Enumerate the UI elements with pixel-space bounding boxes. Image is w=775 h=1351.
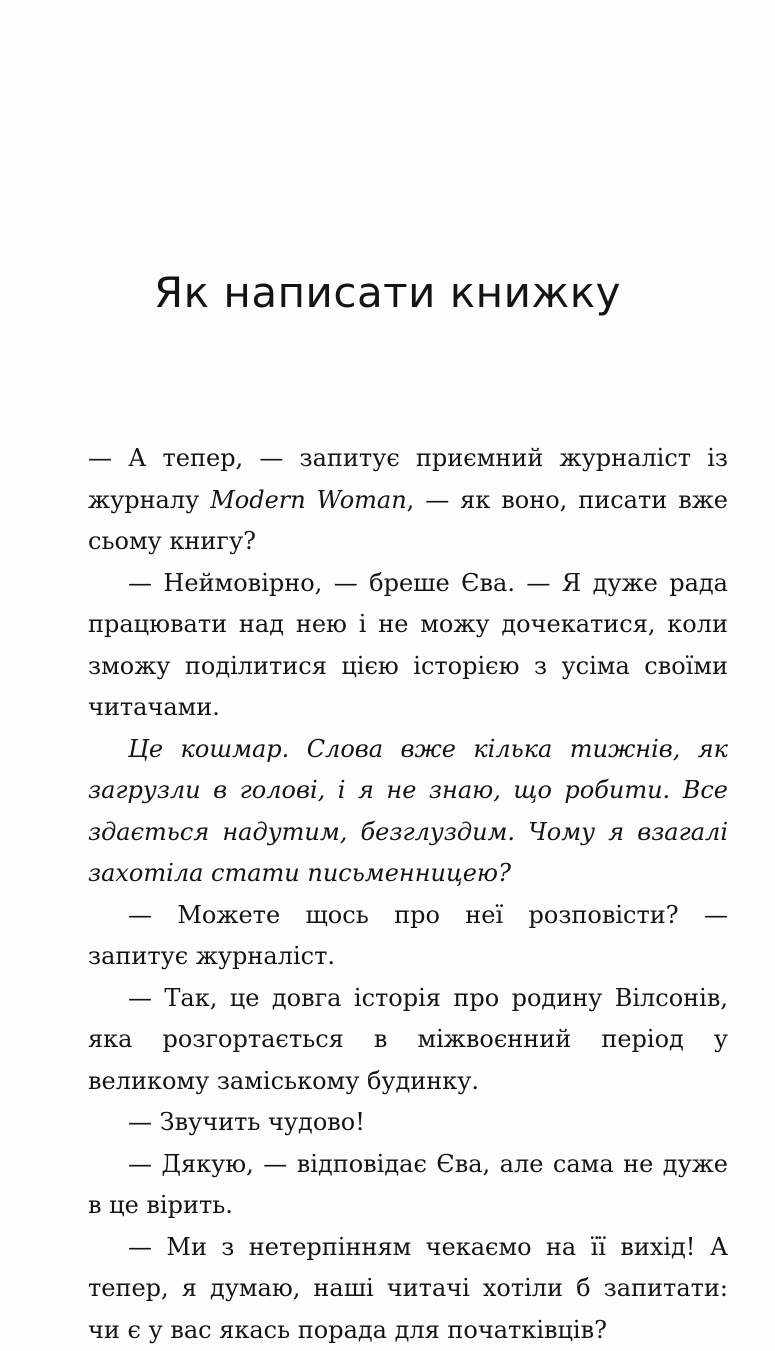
paragraph-1 (88, 438, 728, 563)
chapter-body (88, 438, 728, 1351)
paragraph-1-end: , — як воно, писати вже сьому книгу? (88, 486, 728, 556)
paragraph-6: — Звучить чудово! (88, 1102, 728, 1144)
paragraph-5: — Так, це довга історія про родину Вілсонів, яка розгортається в міжвоєнний період у великому заміському будинку. (88, 978, 728, 1103)
paragraph-2: — Неймовірно, — бреше Єва. — Я дуже рада працювати над нею і не можу дочекатися, коли зможу поділитися цією історією з усіма своїми читачами. (88, 563, 728, 729)
chapter-title: Як написати книжку (0, 268, 775, 317)
paragraph-1-text: — А тепер, — запитує приємний журналіст із журналу (88, 444, 728, 514)
paragraph-8: — Ми з нетерпінням чекаємо на її вихід! А тепер, я думаю, наші читачі хотіли б запитати: чи є у вас якась порада для початківців? (88, 1227, 728, 1351)
paragraph-7: — Дякую, — відповідає Єва, але сама не дуже в це вірить. (88, 1144, 728, 1227)
magazine-name: Modern Woman (210, 486, 406, 514)
paragraph-3-thoughts: Це кошмар. Слова вже кілька тижнів, як загрузли в голові, і я не знаю, що робити. Все здається надутим, безглуздим. Чому я взагалі захотіла стати письменницею? (88, 729, 728, 895)
paragraph-4: — Можете щось про неї розповісти? — запитує журналіст. (88, 895, 728, 978)
